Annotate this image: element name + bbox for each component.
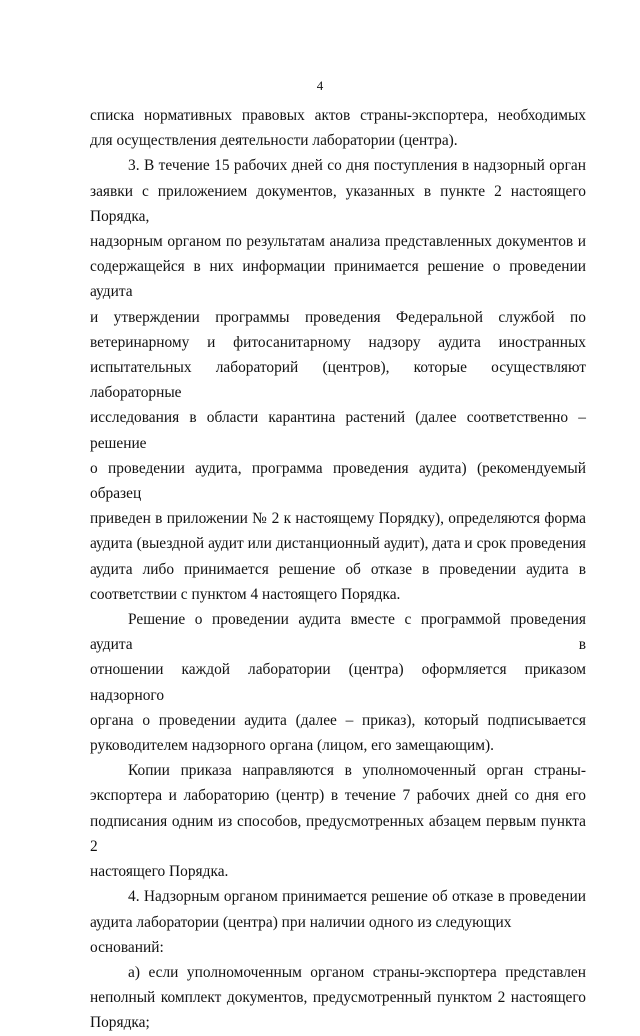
text-line: Порядка; <box>90 1014 150 1032</box>
text-line: отношении каждой лаборатории (центра) оформляется приказом надзорного <box>90 661 586 704</box>
document-body <box>90 103 586 1036</box>
text-line: аудита лаборатории (центра) при наличии одного из следующих оснований: <box>90 913 512 956</box>
paragraph-2 <box>90 153 586 607</box>
text-line: и утверждении программы проведения Федеральной службой по <box>90 308 586 326</box>
text-line: руководителем надзорного органа (лицом, его замещающим). <box>90 737 494 755</box>
text-line: списка нормативных правовых актов страны-экспортера, необходимых <box>90 107 586 124</box>
text-line: Копии приказа направляются в уполномоченный орган страны- <box>128 762 586 780</box>
text-line: содержащейся в них информации принимается решение о проведении аудита <box>90 258 586 301</box>
text-line: неполный комплект документов, предусмотренный пунктом 2 настоящего <box>90 989 586 1007</box>
text-line: заявки с приложением документов, указанных в пункте 2 настоящего Порядка, <box>90 182 586 225</box>
page-number: 4 <box>316 78 324 93</box>
text-line: 3. В течение 15 рабочих дней со дня поступления в надзорный орган <box>128 157 586 175</box>
text-line: подписания одним из способов, предусмотренных абзацем первым пункта 2 <box>90 812 586 855</box>
paragraph-1 <box>90 103 586 153</box>
text-line: ветеринарному и фитосанитарному надзору аудита иностранных <box>90 333 586 351</box>
paragraph-6 <box>90 960 586 1036</box>
paragraph-4 <box>90 758 586 884</box>
text-line: настоящего Порядка. <box>90 863 229 881</box>
paragraph-3 <box>90 607 586 758</box>
text-line: приведен в приложении № 2 к настоящему Порядку), определяются форма <box>90 510 586 528</box>
text-line: аудита либо принимается решение об отказе в проведении аудита в <box>90 560 586 578</box>
text-line: экспортера и лабораторию (центр) в течение 7 рабочих дней со дня его <box>90 787 586 805</box>
paragraph-5 <box>90 884 586 960</box>
text-line: для осуществления деятельности лаборатории (центра). <box>90 132 458 150</box>
text-line: органа о проведении аудита (далее – приказ), который подписывается <box>90 711 586 729</box>
text-line: аудита (выездной аудит или дистанционный аудит), дата и срок проведения <box>90 535 586 553</box>
text-line: исследования в области карантина растений (далее соответственно – решение <box>90 409 586 452</box>
text-line: 4. Надзорным органом принимается решение об отказе в проведении <box>128 888 586 906</box>
text-line: о проведении аудита, программа проведения аудита) (рекомендуемый образец <box>90 459 586 503</box>
text-line: а) если уполномоченным органом страны-экспортера представлен <box>128 963 586 981</box>
text-line: соответствии с пунктом 4 настоящего Порядка. <box>90 585 401 603</box>
text-line: Решение о проведении аудита вместе с программой проведения аудита в <box>90 611 586 654</box>
text-line: надзорным органом по результатам анализа представленных документов и <box>90 233 586 251</box>
text-line: испытательных лабораторий (центров), которые осуществляют лабораторные <box>90 359 586 402</box>
